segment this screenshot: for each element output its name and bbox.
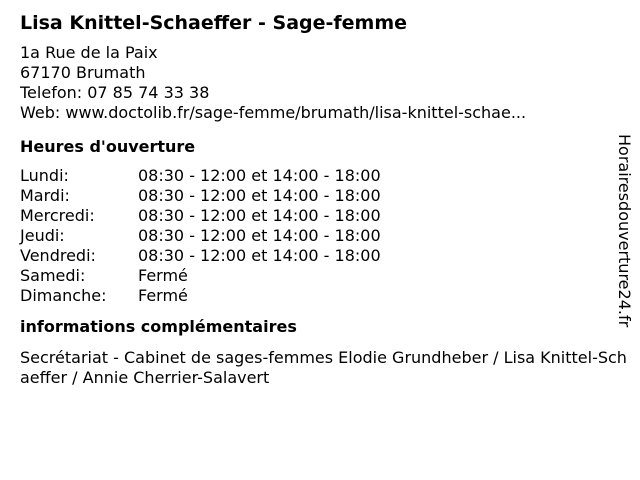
- hours-row-samedi: [20, 266, 632, 286]
- hours-value: 08:30 - 12:00 et 14:00 - 18:00: [138, 226, 381, 245]
- website-link[interactable]: Web: www.doctolib.fr/sage-femme/brumath/lisa-knittel-schae...: [20, 103, 527, 122]
- hours-value: Fermé: [138, 286, 188, 305]
- day-label: Mercredi:: [20, 206, 95, 225]
- hours-value: 08:30 - 12:00 et 14:00 - 18:00: [138, 186, 381, 205]
- additional-info-text: Secrétariat - Cabinet de sages-femmes Elodie Grundheber / Lisa Knittel-Schaeffer / Annie Cherrier-Salavert: [20, 348, 627, 387]
- hours-row-jeudi: [20, 226, 632, 246]
- day-label: Samedi:: [20, 266, 86, 285]
- additional-info-heading: informations complémentaires: [20, 317, 297, 336]
- day-label: Mardi:: [20, 186, 70, 205]
- hours-row-mardi: [20, 186, 632, 206]
- hours-row-mercredi: [20, 206, 632, 226]
- address-street: 1a Rue de la Paix: [20, 43, 158, 62]
- address-city: 67170 Brumath: [20, 63, 146, 82]
- day-label: Jeudi:: [20, 226, 65, 245]
- hours-value: 08:30 - 12:00 et 14:00 - 18:00: [138, 246, 381, 265]
- business-listing: [20, 10, 632, 388]
- hours-row-vendredi: [20, 246, 632, 266]
- phone-number: Telefon: 07 85 74 33 38: [20, 83, 210, 102]
- hours-row-dimanche: [20, 286, 632, 306]
- hours-value: Fermé: [138, 266, 188, 285]
- hours-value: 08:30 - 12:00 et 14:00 - 18:00: [138, 206, 381, 225]
- hours-value: 08:30 - 12:00 et 14:00 - 18:00: [138, 166, 381, 185]
- opening-hours-heading: Heures d'ouverture: [20, 137, 196, 156]
- day-label: Vendredi:: [20, 246, 96, 265]
- day-label: Lundi:: [20, 166, 69, 185]
- opening-hours-table: [20, 166, 632, 306]
- site-watermark: Horairesdouverture24.fr: [615, 134, 634, 328]
- day-label: Dimanche:: [20, 286, 107, 305]
- page-title: Lisa Knittel-Schaeffer - Sage-femme: [20, 12, 408, 34]
- hours-row-lundi: [20, 166, 632, 186]
